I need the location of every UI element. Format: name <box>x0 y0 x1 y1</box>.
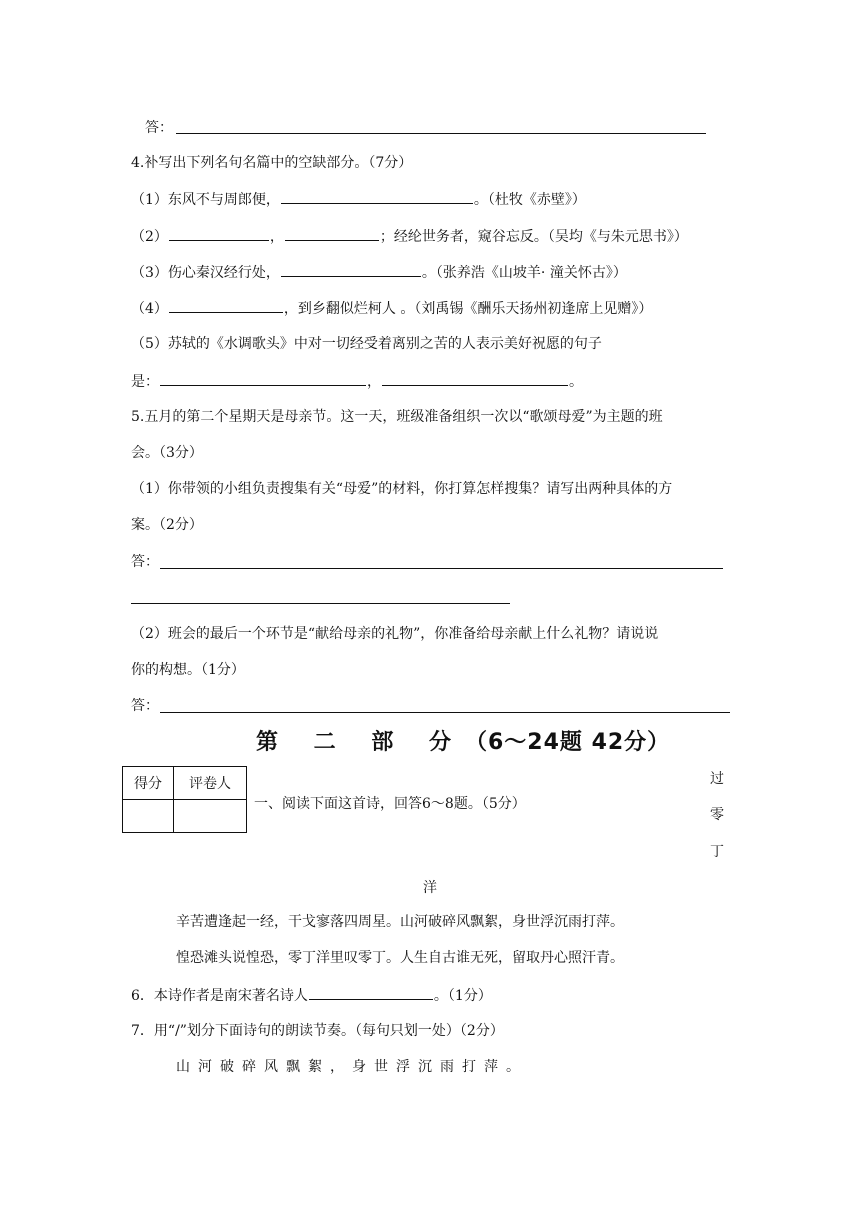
q5-title-2: 会。（3分） <box>131 445 203 461</box>
part2-title-range: （6～24题 42分） <box>464 730 671 755</box>
q7-poem-line[interactable]: 山河破碎风飘絮，身世浮沉雨打萍。 <box>176 1059 528 1075</box>
poem-line-2: 惶恐滩头说惶恐，零丁洋里叹零丁。人生自古谁无死，留取丹心照汗青。 <box>176 950 624 966</box>
poem-title-char-4: 洋 <box>423 880 437 896</box>
q4-line-6 <box>131 371 583 392</box>
part2-title-main: 第 二 部 分 <box>256 730 465 755</box>
score-header: 得分 <box>123 767 174 800</box>
q6-prefix: 6．本诗作者是南宋著名诗人 <box>131 988 308 1004</box>
q4-line-4-suffix: ，到乡翻似烂柯人 。（刘禹锡《酬乐天扬州初逢席上见赠》） <box>283 301 653 317</box>
blank-2b[interactable] <box>285 226 379 241</box>
score-box <box>122 766 247 833</box>
q5-answer-line-3[interactable] <box>160 712 730 713</box>
q4-line-3-prefix: （3）伤心秦汉经行处， <box>131 265 280 281</box>
blank-5b[interactable] <box>382 371 568 386</box>
q4-line-3-suffix: 。（张养浩《山坡羊· 潼关怀古》） <box>421 265 627 281</box>
q4-line-2-comma: ， <box>269 229 284 245</box>
q4-line-6-period: 。 <box>569 374 583 390</box>
q4-line-3 <box>131 262 627 283</box>
q5-part2-2: 你的构想。（1分） <box>131 662 245 678</box>
q4-line-1-prefix: （1）东风不与周郎便， <box>131 192 280 208</box>
section-1-intro: 一、阅读下面这首诗，回答6～8题。（5分） <box>254 796 526 812</box>
q4-line-2 <box>131 226 688 247</box>
blank-4[interactable] <box>169 298 283 313</box>
q5-part1-2: 案。（2分） <box>131 517 203 533</box>
q6-blank[interactable] <box>309 985 433 1000</box>
q3-answer-line[interactable] <box>176 133 706 134</box>
q3-answer-label: 答： <box>145 120 173 136</box>
poem-line-1: 辛苦遭逢起一经，干戈寥落四周星。山河破碎风飘絮，身世浮沉雨打萍。 <box>176 914 624 930</box>
blank-1[interactable] <box>281 189 473 204</box>
q5-answer-label: 答： <box>131 554 159 570</box>
q4-line-2-prefix: （2） <box>131 229 168 245</box>
q7-text: 7．用“/”划分下面诗句的朗读节奏。（每句只划一处）（2分） <box>131 1023 504 1039</box>
q4-line-1 <box>131 189 586 210</box>
q4-line-6-comma: ， <box>367 374 381 390</box>
q4-line-4-prefix: （4） <box>131 301 168 317</box>
q5-answer-line-1[interactable] <box>160 568 723 569</box>
q4-line-2-suffix: ；经纶世务者，窥谷忘反。（吴均《与朱元思书》） <box>379 229 688 245</box>
q5-title-1: 5.五月的第二个星期天是母亲节。这一天，班级准备组织一次以“歌颂母爱”为主题的班 <box>131 409 663 425</box>
q5-answer-line-2[interactable] <box>131 603 510 604</box>
poem-title-char-3: 丁 <box>710 844 724 860</box>
q5-part2-1: （2）班会的最后一个环节是“献给母亲的礼物”，你准备给母亲献上什么礼物？请说说 <box>131 626 659 642</box>
poem-title-char-2: 零 <box>710 807 724 823</box>
q4-line-6-prefix: 是： <box>131 374 159 390</box>
score-cell[interactable] <box>123 800 174 833</box>
q4-line-1-suffix: 。（杜牧《赤壁》） <box>473 192 586 208</box>
grader-cell[interactable] <box>174 800 247 833</box>
part2-title <box>256 725 670 756</box>
blank-2a[interactable] <box>169 226 269 241</box>
blank-3[interactable] <box>281 262 421 277</box>
q4-line-4 <box>131 298 652 319</box>
q4-title: 4.补写出下列名句名篇中的空缺部分。（7分） <box>131 155 413 171</box>
q5-part1-1: （1）你带领的小组负责搜集有关“母爱”的材料，你打算怎样搜集？请写出两种具体的方 <box>131 481 673 497</box>
q5-answer-label-2: 答： <box>131 698 159 714</box>
poem-title-char-1: 过 <box>710 771 724 787</box>
q4-line-5: （5）苏轼的《水调歌头》中对一切经受着离别之苦的人表示美好祝愿的句子 <box>131 336 602 352</box>
grader-header: 评卷人 <box>174 767 247 800</box>
blank-5a[interactable] <box>160 371 366 386</box>
q6-suffix: 。（1分） <box>433 988 492 1004</box>
q6 <box>131 985 492 1006</box>
